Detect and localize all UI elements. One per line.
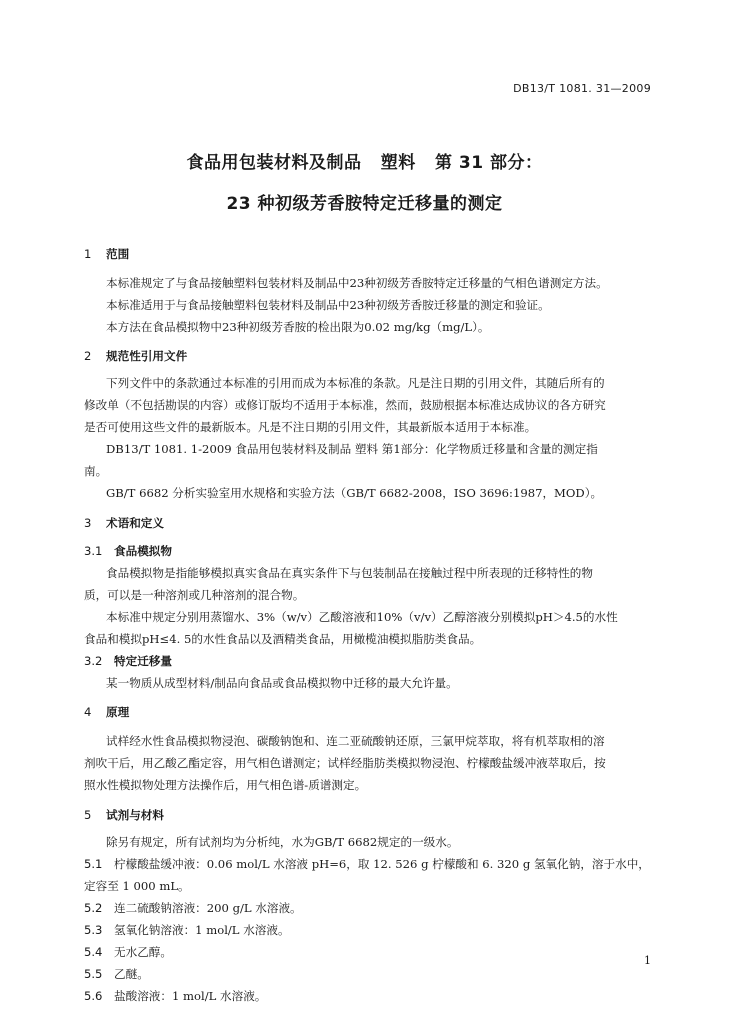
section-2-line-4: DB13/T 1081. 1-2009 食品用包装材料及制品 塑料 第1部分：化学物质迁移量和含量的测定指: [106, 442, 598, 456]
reagent-item-5-5: [84, 963, 654, 985]
section-4-heading: [84, 701, 129, 723]
item-number: 5.5: [84, 967, 103, 981]
reagent-item-5-2: [84, 897, 654, 919]
item-text: 无水乙醇。: [114, 945, 172, 959]
section-2-line-5: 南。: [84, 464, 108, 478]
subsection-number: 3.1: [84, 544, 103, 558]
section-4-line-2: 剂吹干后，用乙酸乙酯定容，用气相色谱测定；试样经脂肪类模拟物浸泡、柠檬酸盐缓冲液萃取后，按: [84, 756, 606, 770]
document-title-line-2: 23 种初级芳香胺特定迁移量的测定: [226, 194, 503, 214]
section-title: 范围: [106, 247, 130, 261]
subsection-number: 3.2: [84, 654, 103, 668]
section-1-line-2: 本标准适用于与食品接触塑料包装材料及制品中23种初级芳香胺迁移量的测定和验证。: [106, 298, 550, 312]
section-2-line-6: GB/T 6682 分析实验室用水规格和实验方法（GB/T 6682-2008，ISO 3696:1987，MOD）。: [106, 486, 603, 500]
section-1-heading: [84, 243, 129, 265]
subsection-title: 食品模拟物: [114, 544, 172, 558]
subsection-3-2-line-1: 某一物质从成型材料/制品向食品或食品模拟物中迁移的最大允许量。: [106, 676, 458, 690]
subsection-3-1-line-1: 食品模拟物是指能够模拟真实食品在真实条件下与包装制品在接触过程中所表现的迁移特性的物: [106, 566, 593, 580]
item-text: 氢氧化钠溶液：1 mol/L 水溶液。: [114, 923, 290, 937]
standard-code: DB13/T 1081. 31—2009: [513, 82, 651, 95]
item-text: 盐酸溶液：1 mol/L 水溶液。: [114, 989, 267, 1003]
section-4-line-3: 照水性模拟物处理方法操作后，用气相色谱-质谱测定。: [84, 778, 367, 792]
item-text: 连二硫酸钠溶液：200 g/L 水溶液。: [114, 901, 302, 915]
reagent-item-5-1-continued: 定容至 1 000 mL。: [84, 879, 190, 893]
item-number: 5.4: [84, 945, 103, 959]
item-number: 5.2: [84, 901, 103, 915]
subsection-3-2-heading: [84, 650, 172, 672]
page-number: 1: [644, 954, 651, 967]
reagent-item-5-6: [84, 985, 654, 1007]
section-number: 3: [84, 516, 92, 530]
section-number: 4: [84, 705, 92, 719]
item-number: 5.6: [84, 989, 103, 1003]
section-number: 1: [84, 247, 92, 261]
reagent-item-5-1: [84, 853, 654, 875]
subsection-3-1-line-2: 质，可以是一种溶剂或几种溶剂的混合物。: [84, 588, 305, 602]
reagent-item-5-4: [84, 941, 654, 963]
section-number: 5: [84, 808, 92, 822]
document-title-line-1: 食品用包装材料及制品 塑料 第 31 部分：: [186, 153, 543, 173]
section-2-heading: [84, 345, 187, 367]
reagent-item-5-3: [84, 919, 654, 941]
item-number: 5.1: [84, 857, 103, 871]
section-2-line-1: 下列文件中的条款通过本标准的引用而成为本标准的条款。凡是注日期的引用文件，其随后所有的: [106, 376, 605, 390]
subsection-3-1-line-4: 食品和模拟pH≤4. 5的水性食品以及酒精类食品，用橄榄油模拟脂肪类食品。: [84, 632, 482, 646]
section-title: 试剂与材料: [106, 808, 164, 822]
section-2-line-2: 修改单（不包括勘误的内容）或修订版均不适用于本标准，然而，鼓励根据本标准达成协议的各方研究: [84, 398, 606, 412]
item-number: 5.3: [84, 923, 103, 937]
section-5-intro: 除另有规定，所有试剂均为分析纯，水为GB/T 6682规定的一级水。: [106, 835, 459, 849]
section-title: 规范性引用文件: [106, 349, 188, 363]
section-title: 原理: [106, 705, 130, 719]
section-1-line-3: 本方法在食品模拟物中23种初级芳香胺的检出限为0.02 mg/kg（mg/L）。: [106, 320, 490, 334]
item-text: 乙醚。: [114, 967, 149, 981]
subsection-title: 特定迁移量: [114, 654, 172, 668]
section-4-line-1: 试样经水性食品模拟物浸泡、碳酸钠饱和、连二亚硫酸钠还原，三氯甲烷萃取，将有机萃取相的溶: [106, 734, 605, 748]
section-5-heading: [84, 804, 164, 826]
section-3-heading: [84, 512, 164, 534]
item-text: 柠檬酸盐缓冲液：0.06 mol/L 水溶液 pH=6，取 12. 526 g 柠檬酸和 6. 320 g 氢氧化钠，溶于水中，: [114, 857, 650, 871]
section-1-line-1: 本标准规定了与食品接触塑料包装材料及制品中23种初级芳香胺特定迁移量的气相色谱测定方法。: [106, 276, 608, 290]
subsection-3-1-heading: [84, 540, 172, 562]
subsection-3-1-line-3: 本标准中规定分别用蒸馏水、3%（w/v）乙酸溶液和10%（v/v）乙醇溶液分别模拟pH＞4.5的水性: [106, 610, 618, 624]
section-2-line-3: 是否可使用这些文件的最新版本。凡是不注日期的引用文件，其最新版本适用于本标准。: [84, 420, 537, 434]
section-number: 2: [84, 349, 92, 363]
section-title: 术语和定义: [106, 516, 164, 530]
